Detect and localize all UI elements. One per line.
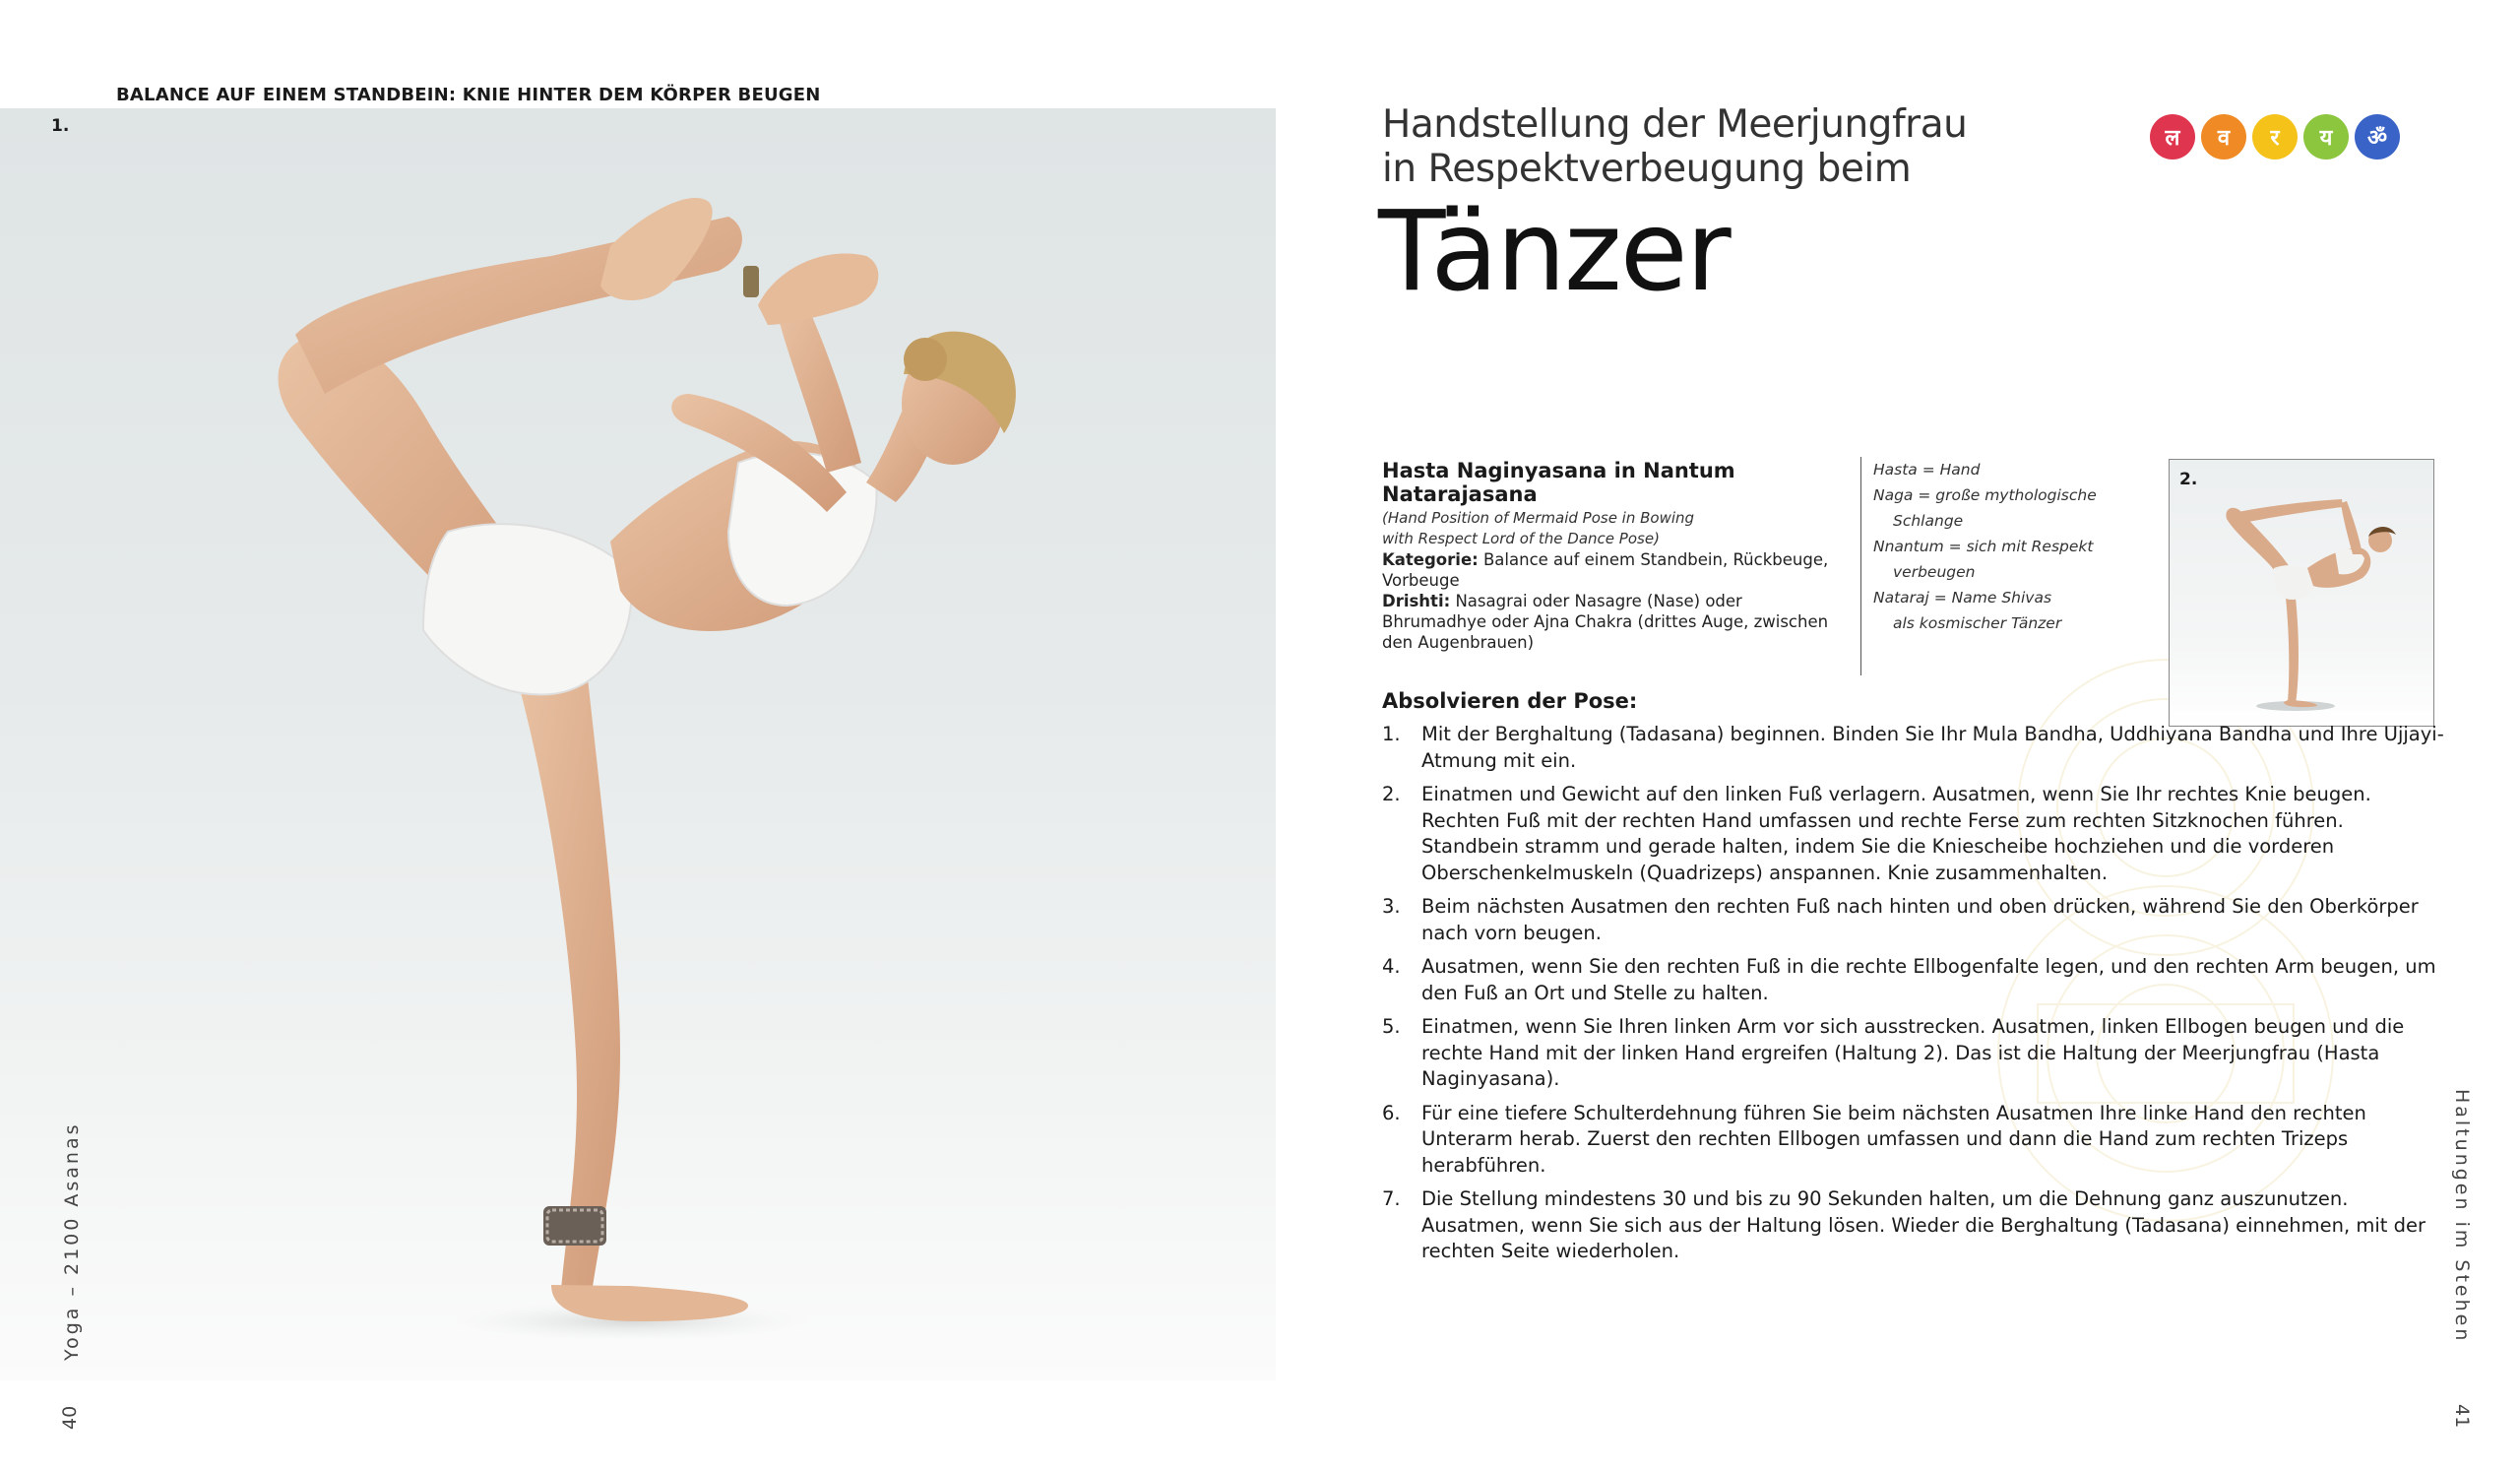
- step-text: Einatmen und Gewicht auf den linken Fuß verlagern. Ausatmen, wenn Sie Ihr rechtes Knie beugen. Rechten Fuß mit der rechten Hand umfassen und rechte Ferse zum rechten Sitzknochen führen. Standbein stramm und gerade halten, indem Sie die Kniescheibe hochziehen und die vorderen Oberschenkelmuskeln (Quadrizeps) anspannen. Knie zusammenhalten.: [1421, 783, 2371, 884]
- third-eye-chakra-icon: ॐ: [2355, 114, 2400, 160]
- solar-plexus-chakra-icon: र: [2252, 114, 2298, 160]
- page-number-left: 40: [59, 1405, 81, 1430]
- photo-number: 1.: [51, 116, 70, 136]
- thumbnail-number: 2.: [2179, 470, 2198, 489]
- glossary-item: Nnantum = sich mit Respekt: [1873, 538, 2094, 555]
- steps-heading: Absolvieren der Pose:: [1382, 689, 1638, 713]
- step-number: 3.: [1382, 895, 1401, 918]
- heart-chakra-icon: य: [2303, 114, 2349, 160]
- drishti-label: Drishti:: [1382, 592, 1451, 610]
- step-item: [1382, 1186, 2445, 1265]
- category-label: Kategorie:: [1382, 550, 1479, 569]
- step-text: Ausatmen, wenn Sie den rechten Fuß in die rechte Ellbogenfalte legen, und den rechten Arm beugen, um den Fuß an Ort und Stelle zu halten.: [1421, 955, 2436, 1004]
- sanskrit-line-2: Natarajasana: [1382, 482, 1538, 506]
- step-text: Für eine tiefere Schulterdehnung führen Sie beim nächsten Ausatmen Ihre linke Hand den rechten Unterarm herab. Zuerst den rechten Ellbogen umfassen und dann die Hand zum rechten Trizeps herabführen.: [1421, 1101, 2366, 1177]
- chapter-title-vertical: Haltungen im Stehen: [2451, 1089, 2473, 1344]
- book-title-vertical: Yoga – 2100 Asanas: [61, 1121, 83, 1361]
- english-line-2: with Respect Lord of the Dance Pose): [1382, 530, 1660, 547]
- step-item: [1382, 1014, 2445, 1093]
- steps-section: [1382, 689, 2445, 1265]
- glossary-item: Hasta = Hand: [1873, 461, 1981, 479]
- category-value: Balance auf einem Standbein, Rückbeuge, Vorbeuge: [1382, 550, 1829, 590]
- pose-thumbnail: [2169, 459, 2434, 727]
- sanskrit-name: [1382, 459, 1845, 506]
- section-title: BALANCE AUF EINEM STANDBEIN: KNIE HINTER DEM KÖRPER BEUGEN: [116, 85, 821, 105]
- main-pose-photo: [0, 108, 1276, 1380]
- glossary-item: verbeugen: [1893, 563, 1976, 581]
- step-text: Einatmen, wenn Sie Ihren linken Arm vor sich ausstrecken. Ausatmen, linken Ellbogen beugen und die rechte Hand mit der linken Hand ergreifen (Haltung 2). Das ist die Haltung der Meerjungfrau (Hasta Naginyasana).: [1421, 1015, 2405, 1090]
- step-text: Mit der Berghaltung (Tadasana) beginnen. Binden Sie Ihr Mula Bandha, Uddhiyana Bandha und Ihre Ujjayi-Atmung mit ein.: [1421, 723, 2444, 772]
- sanskrit-line-1: Hasta Naginyasana in Nantum: [1382, 459, 1735, 482]
- root-chakra-icon: ल: [2150, 114, 2195, 160]
- thumbnail-figure: [2170, 460, 2433, 726]
- step-number: 5.: [1382, 1015, 1401, 1038]
- step-number: 2.: [1382, 783, 1401, 805]
- subtitle-line-1: Handstellung der Meerjungfrau: [1382, 102, 1968, 147]
- step-item: [1382, 894, 2445, 946]
- step-number: 6.: [1382, 1101, 1401, 1124]
- glossary-item: Schlange: [1893, 512, 1964, 530]
- pose-subtitle: [1382, 102, 1967, 191]
- chakra-icons: [2150, 114, 2400, 160]
- pose-title: Tänzer: [1378, 188, 1730, 316]
- glossary-item: Nataraj = Name Shivas: [1873, 589, 2052, 607]
- glossary: [1860, 457, 2129, 675]
- sacral-chakra-icon: व: [2201, 114, 2246, 160]
- step-item: [1382, 1101, 2445, 1180]
- step-number: 1.: [1382, 723, 1401, 745]
- page-number-right: 41: [2451, 1404, 2473, 1429]
- subtitle-line-2: in Respektverbeugung beim: [1382, 147, 1912, 191]
- glossary-item: Naga = große mythologische: [1873, 486, 2097, 504]
- step-item: [1382, 722, 2445, 774]
- drishti-row: [1382, 591, 1845, 653]
- step-item: [1382, 954, 2445, 1006]
- step-number: 4.: [1382, 955, 1401, 978]
- step-text: Beim nächsten Ausatmen den rechten Fuß nach hinten und oben drücken, während Sie den Oberkörper nach vorn beugen.: [1421, 895, 2419, 944]
- step-number: 7.: [1382, 1187, 1401, 1210]
- dancer-figure: [0, 108, 1276, 1380]
- step-text: Die Stellung mindestens 30 und bis zu 90 Sekunden halten, um die Dehnung ganz auszunutzen. Ausatmen, wenn Sie sich aus der Haltung lösen. Wieder die Berghaltung (Tadasana) einnehmen, mit der rechten Seite wiederholen.: [1421, 1187, 2426, 1262]
- pose-info: [1382, 459, 1845, 653]
- english-line-1: (Hand Position of Mermaid Pose in Bowing: [1382, 509, 1695, 527]
- english-name: [1382, 508, 1845, 549]
- drishti-value: Nasagrai oder Nasagre (Nase) oder Bhrumadhye oder Ajna Chakra (drittes Auge, zwischen den Augenbrauen): [1382, 592, 1829, 652]
- step-item: [1382, 782, 2445, 886]
- category-row: [1382, 549, 1845, 591]
- glossary-item: als kosmischer Tänzer: [1893, 614, 2062, 632]
